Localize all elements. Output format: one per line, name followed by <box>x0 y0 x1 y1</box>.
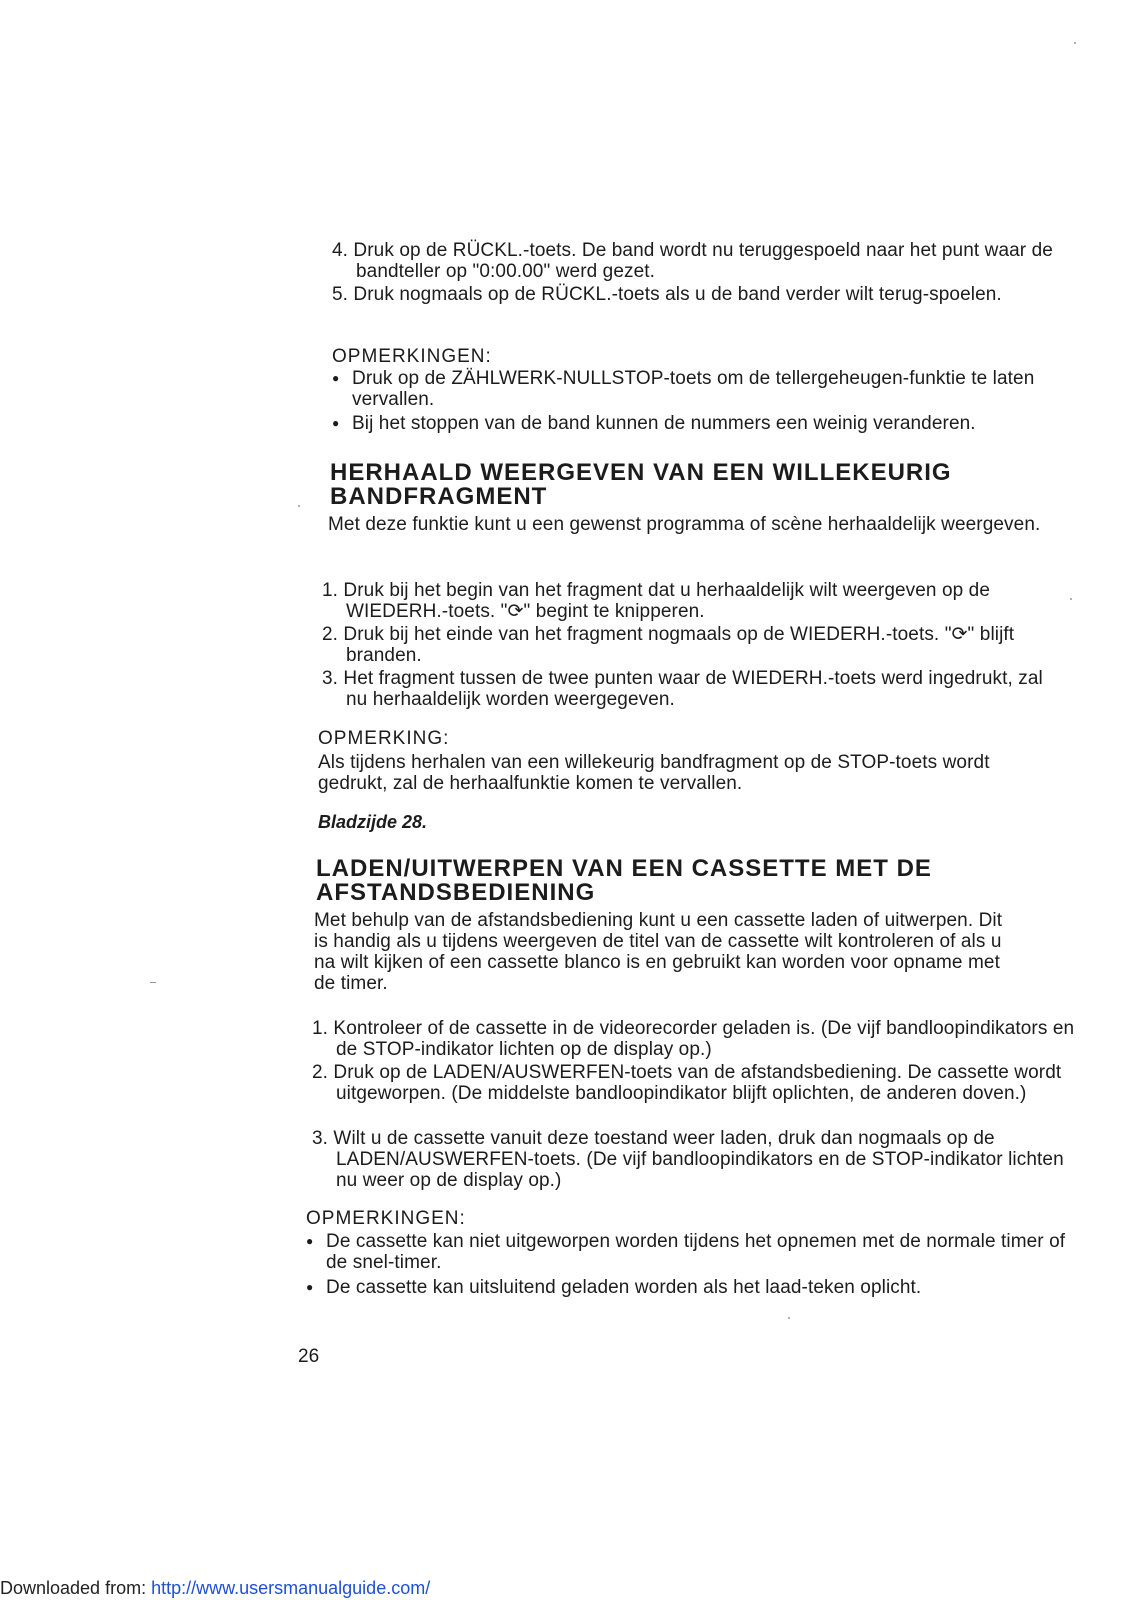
repeat-step-2: 2. Druk bij het einde van het fragment nogmaals op de WIEDERH.-toets. "⟳" blijft branden. <box>322 624 1015 666</box>
scan-speck <box>1074 42 1076 44</box>
heading-repeat-fragment: HERHAALD WEERGEVEN VAN EEN WILLEKEURIG BANDFRAGMENT <box>330 459 952 510</box>
page-reference: Bladzijde 28. <box>318 812 428 832</box>
download-footer <box>0 1578 430 1599</box>
heading-load-eject: LADEN/UITWERPEN VAN EEN CASSETTE MET DE AFSTANDSBEDIENING <box>316 855 932 906</box>
footer-link[interactable]: http://www.usersmanualguide.com/ <box>151 1578 431 1598</box>
page-number: 26 <box>298 1346 320 1367</box>
note-3a: ● De cassette kan niet uitgeworpen worden tijdens het opnemen met de normale timer of de snel-timer. <box>306 1231 1066 1273</box>
scan-speck <box>1070 598 1072 600</box>
note-repeat: Als tijdens herhalen van een willekeurig bandfragment op de STOP-toets wordt gedrukt, zal de herhaalfunktie komen te vervallen. <box>318 752 990 794</box>
intro-load-eject: Met behulp van de afstandsbediening kunt u een cassette laden of uitwerpen. Dit is handig als u tijdens weergeven de titel van de cassette wilt kontroleren of als u na wilt kijken of een cassette blanco is en gebruikt kan worden voor opname met de timer. <box>314 910 1003 994</box>
eject-step-3: 3. Wilt u de cassette vanuit deze toestand weer laden, druk dan nogmaals op de LADEN/AUSWERFEN-toets. (De vijf bandloopindikators en de STOP-indikator lichten nu weer op de display op.) <box>312 1128 1064 1191</box>
repeat-step-3: 3. Het fragment tussen de twee punten waar de WIEDERH.-toets werd ingedrukt, zal nu herhaaldelijk worden weergegeven. <box>322 668 1043 710</box>
eject-step-2: 2. Druk op de LADEN/AUSWERFEN-toets van de afstandsbediening. De cassette wordt uitgeworpen. (De middelste bandloopindikator blijft oplichten, de anderen doven.) <box>312 1062 1062 1104</box>
scan-speck <box>298 505 300 507</box>
note-label-2: OPMERKING: <box>318 728 450 749</box>
note-3b: ● De cassette kan uitsluitend geladen worden als het laad-teken oplicht. <box>306 1277 1086 1298</box>
scan-speck <box>150 982 156 983</box>
step-4: 4. Druk op de RÜCKL.-toets. De band wordt nu teruggespoeld naar het punt waar de bandteller op "0:00.00" werd gezet. <box>332 240 1053 282</box>
eject-step-1: 1. Kontroleer of de cassette in de videorecorder geladen is. (De vijf bandloopindikators en de STOP-indikator lichten op de display op.) <box>312 1018 1075 1060</box>
note-1b: ● Bij het stoppen van de band kunnen de nummers een weinig veranderen. <box>332 413 1092 434</box>
footer-prefix: Downloaded from: <box>0 1578 152 1598</box>
intro-repeat: Met deze funktie kunt u een gewenst programma of scène herhaaldelijk weergeven. <box>328 514 1041 535</box>
notes-label-3: OPMERKINGEN: <box>306 1208 466 1229</box>
step-5: 5. Druk nogmaals op de RÜCKL.-toets als u de band verder wilt terug-spoelen. <box>332 284 1002 305</box>
notes-label-1: OPMERKINGEN: <box>332 346 492 367</box>
note-1a: ● Druk op de ZÄHLWERK-NULLSTOP-toets om de tellergeheugen-funktie te laten vervallen. <box>332 368 1062 410</box>
scan-speck <box>788 1317 790 1319</box>
repeat-step-1: 1. Druk bij het begin van het fragment dat u herhaaldelijk wilt weergeven op de WIEDERH.-toets. "⟳" begint te knipperen. <box>322 580 991 622</box>
